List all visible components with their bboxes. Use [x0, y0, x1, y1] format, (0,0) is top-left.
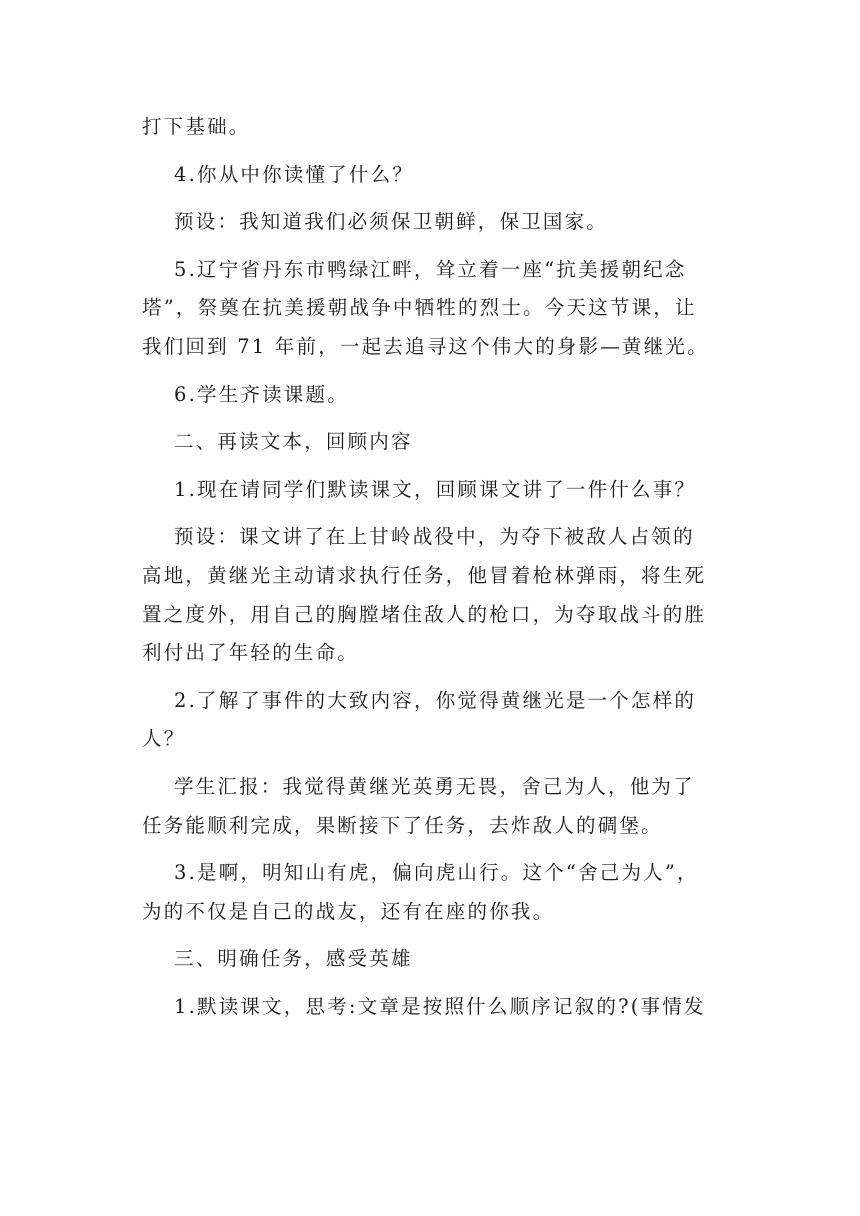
paragraph-line: 5.辽宁省丹东市鸭绿江畔，耸立着一座“抗美援朝纪念 [174, 257, 687, 281]
paragraph-spacer [142, 845, 720, 854]
paragraph-spacer [142, 509, 720, 518]
paragraph-spacer [142, 367, 720, 376]
paragraph-line: 2.了解了事件的大致内容，你觉得黄继光是一个怎样的 [174, 688, 697, 712]
paragraph-spacer [142, 979, 720, 988]
section-heading: 二、再读文本，回顾内容 [174, 430, 413, 454]
paragraph-spacer [142, 242, 720, 251]
paragraph-line: 1.现在请同学们默读课文，回顾课文讲了一件什么事？ [174, 477, 697, 501]
paragraph-line: 高地，黄继光主动请求执行任务，他冒着枪林弹雨，将生死 [142, 563, 707, 587]
document-body [142, 108, 720, 1026]
paragraph-line: 1.默读课文，思考:文章是按照什么顺序记叙的?(事情发 [174, 994, 706, 1018]
paragraph-spacer [142, 194, 720, 203]
paragraph-spacer [142, 931, 720, 940]
paragraph-line: 任务能顺利完成，果断接下了任务，去炸敌人的碉堡。 [142, 813, 663, 837]
paragraph-spacer [142, 759, 720, 768]
paragraph-line: 人？ [142, 727, 186, 751]
paragraph-spacer [142, 673, 720, 682]
section-heading: 三、明确任务，感受英雄 [174, 947, 413, 971]
paragraph-line: 置之度外，用自己的胸膛堵住敌人的枪口，为夺取战斗的胜 [142, 602, 707, 626]
paragraph-spacer [142, 462, 720, 471]
paragraph-line: 6.学生齐读课题。 [174, 382, 349, 406]
paragraph-spacer [142, 414, 720, 423]
paragraph-spacer [142, 147, 720, 156]
paragraph-line: 我们回到 71 年前，一起去追寻这个伟大的身影—黄继光。 [142, 334, 709, 358]
paragraph-line: 学生汇报：我觉得黄继光英勇无畏，舍己为人，他为了 [174, 774, 695, 798]
paragraph-line: 利付出了年轻的生命。 [142, 641, 360, 665]
paragraph-line: 为的不仅是自己的战友，还有在座的你我。 [142, 899, 555, 923]
paragraph-line: 4.你从中你读懂了什么？ [174, 162, 415, 186]
paragraph-line: 3.是啊，明知山有虎，偏向虎山行。这个“舍己为人”， [174, 861, 699, 885]
paragraph-line: 预设：我知道我们必须保卫朝鲜，保卫国家。 [174, 210, 609, 234]
paragraph-line: 预设：课文讲了在上甘岭战役中，为夺下被敌人占领的 [174, 525, 695, 549]
paragraph-line: 打下基础。 [142, 115, 251, 138]
paragraph-line: 塔”，祭奠在抗美援朝战争中牺牲的烈士。今天这节课，让 [142, 296, 697, 320]
